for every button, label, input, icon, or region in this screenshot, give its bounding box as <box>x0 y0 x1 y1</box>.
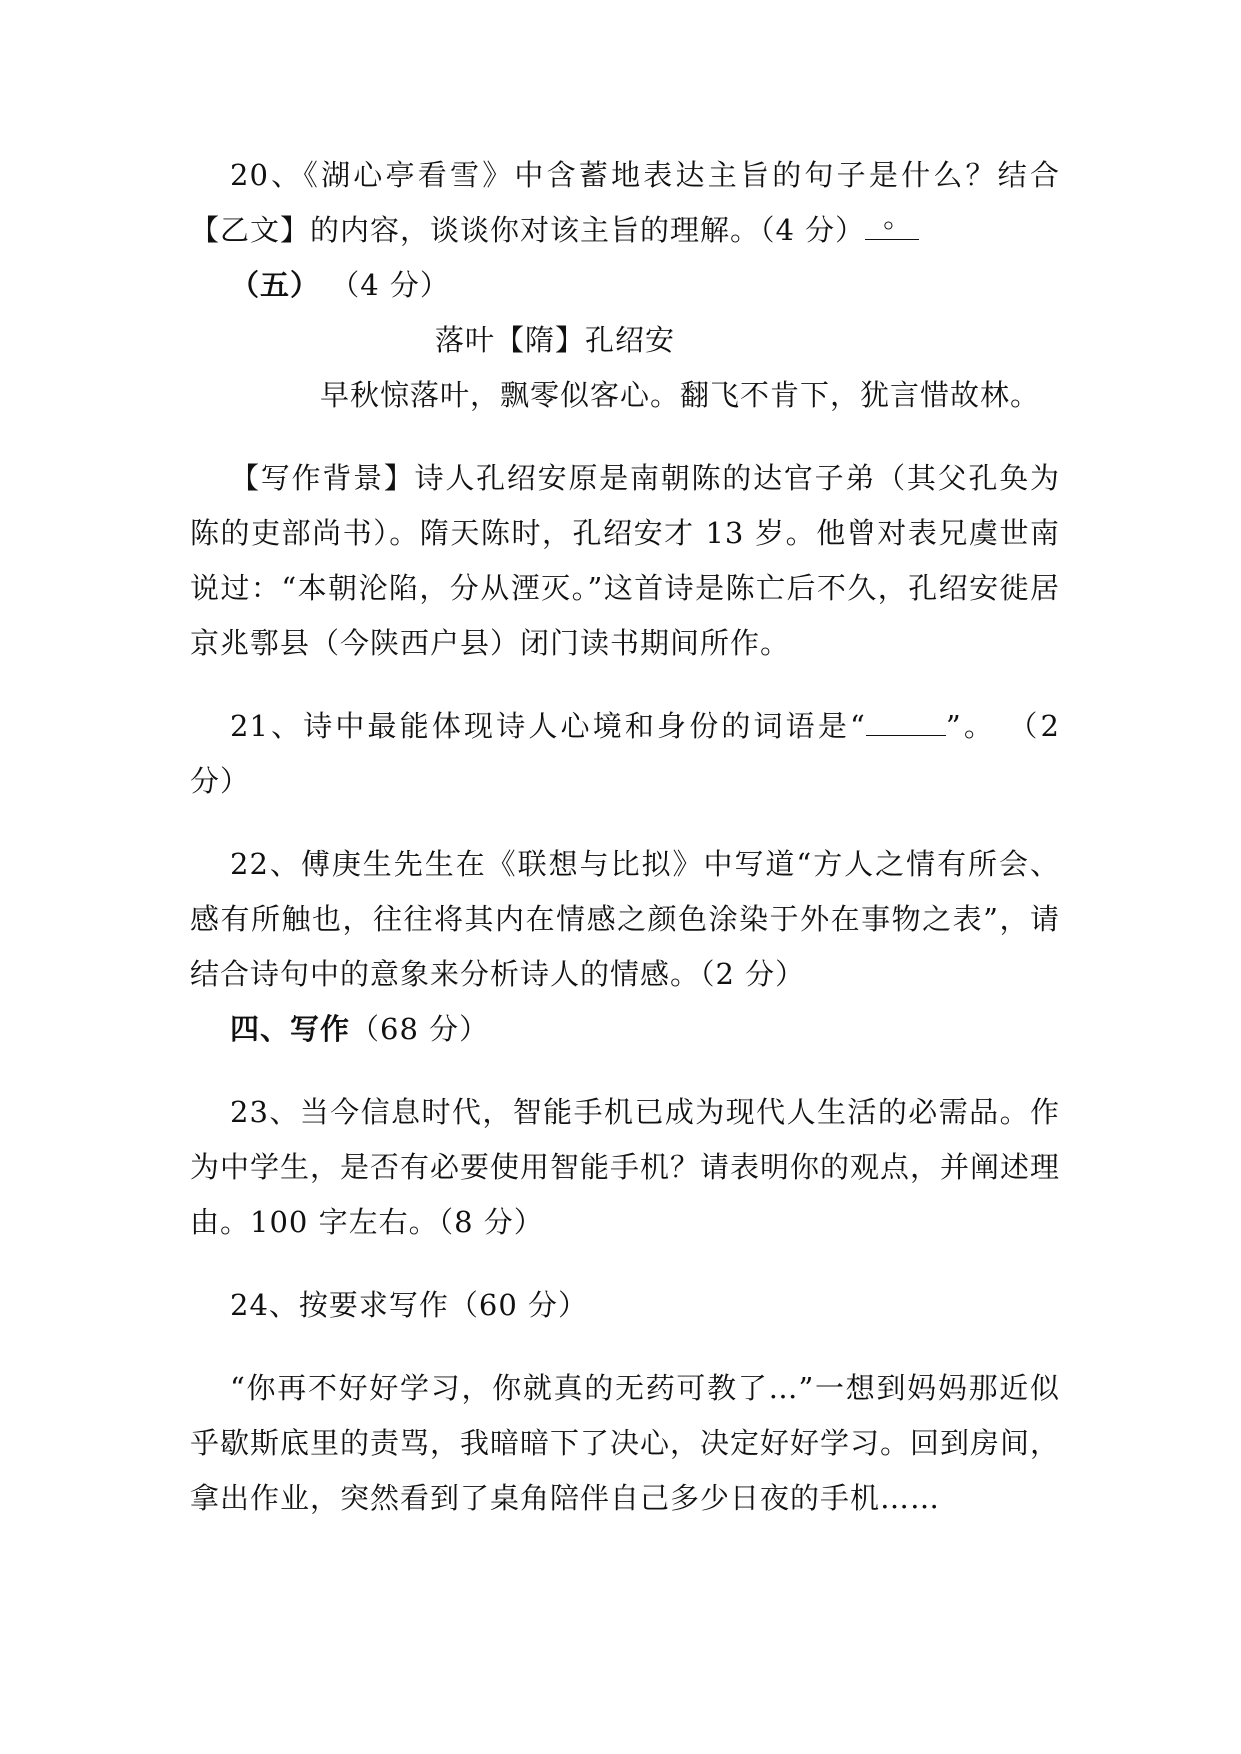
poem-title: 落叶【隋】孔绍安 <box>435 323 676 357</box>
section-4-score: （68 分） <box>350 1012 490 1046</box>
question-21-prefix: 21、诗中最能体现诗人心境和身份的词语是“ <box>230 709 866 743</box>
poem-body: 早秋惊落叶，飘零似客心。翻飞不肯下，犹言惜故林。 <box>320 378 1041 412</box>
question-20 <box>190 148 1060 258</box>
answer-blank-20-end: 。 <box>883 200 914 234</box>
section-5-heading <box>190 258 1060 313</box>
writing-background: 【写作背景】诗人孔绍安原是南朝陈的达官子弟（其父孔奂为陈的吏部尚书）。隋天陈时，孔绍安才 13 岁。他曾对表兄虞世南说过：“本朝沦陷，分从湮灭。”这首诗是陈亡后不久，孔绍安徙居京兆鄠县（今陕西户县）闭门读书期间所作。 <box>190 461 1060 660</box>
writing-prompt: “你再不好好学习，你就真的无药可教了…”一想到妈妈那近似乎歇斯底里的责骂，我暗暗下了决心，决定好好学习。回到房间，拿出作业，突然看到了桌角陪伴自己多少日夜的手机…… <box>190 1371 1061 1515</box>
question-24: 24、按要求写作（60 分） <box>230 1288 589 1322</box>
section-4-heading <box>190 1002 1060 1057</box>
answer-blank-21 <box>866 707 946 736</box>
question-21-suffix: ”。 （2 分） <box>190 709 1060 798</box>
question-23: 23、当今信息时代，智能手机已成为现代人生活的必需品。作为中学生，是否有必要使用智能手机？请表明你的观点，并阐述理由。100 字左右。（8 分） <box>190 1095 1061 1239</box>
answer-blank-20 <box>865 200 919 240</box>
question-21 <box>190 699 1060 809</box>
section-4-label: 四、写作 <box>230 1012 351 1046</box>
section-5-score: （4 分） <box>330 268 450 302</box>
question-22: 22、傅庚生先生在《联想与比拟》中写道“方人之情有所会、感有所触也，往往将其内在情感之颜色涂染于外在事物之表”，请结合诗句中的意象来分析诗人的情感。（2 分） <box>190 847 1060 991</box>
page-content <box>190 148 1060 1526</box>
section-5-label: （五） <box>230 268 321 302</box>
question-20-text: 20、《湖心亭看雪》中含蓄地表达主旨的句子是什么？结合【乙文】的内容，谈谈你对该主旨的理解。（4 分） <box>190 158 1060 247</box>
